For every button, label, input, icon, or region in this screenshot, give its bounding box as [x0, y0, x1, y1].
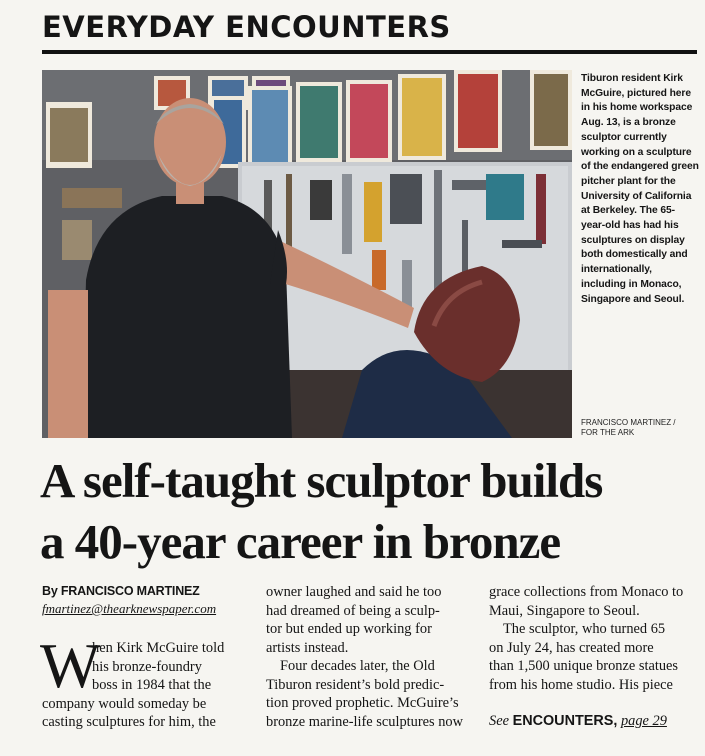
body-line: had dreamed of being a sculp- [266, 602, 440, 619]
photo-credit [581, 418, 699, 438]
body-line: grace collections from Monaco to [489, 584, 684, 600]
photo-credit-line: FOR THE ARK [581, 428, 635, 437]
body-line: The sculptor, who turned 65 [503, 621, 666, 637]
jump-see: See [489, 713, 509, 729]
article-column-2 [266, 583, 471, 731]
body-line: owner laughed and said he too [266, 584, 442, 600]
body-line: than 1,500 unique bronze statues [489, 658, 679, 674]
article-column-1 [42, 583, 242, 732]
headline-line: A self-taught sculptor builds [40, 453, 603, 508]
section-rule [42, 50, 697, 54]
article-column-3 [489, 583, 699, 731]
body-line: tion proved prophetic. McGuire’s [266, 695, 459, 711]
body-line: Maui, Singapore to Seoul. [489, 602, 640, 619]
body-line: artists instead. [266, 639, 349, 656]
continuation-jump [489, 712, 699, 731]
body-line: Tiburon resident’s bold predic- [266, 676, 445, 693]
body-line: from his home studio. His piece [489, 676, 673, 693]
photo-credit-line: FRANCISCO MARTINEZ / [581, 418, 676, 427]
byline-author: By FRANCISCO MARTINEZ [42, 584, 200, 598]
drop-cap: W [40, 630, 101, 701]
body-line: his bronze-foundry [92, 658, 202, 675]
feature-photo [42, 70, 572, 438]
body-line: company would someday be [42, 695, 207, 712]
body-line: on July 24, has created more [489, 639, 654, 656]
body-line: boss in 1984 that the [92, 677, 212, 693]
photo-illustration [42, 70, 572, 438]
body-line: tor but ended up working for [266, 621, 432, 637]
article-headline [40, 450, 705, 572]
jump-keyword: ENCOUNTERS, [512, 713, 618, 729]
lede-paragraph [40, 630, 242, 732]
headline-line: a 40-year career in bronze [40, 514, 561, 569]
photo-caption: Tiburon resident Kirk McGuire, pictured here in his home workspace Aug. 13, is a bronze sculptor currently working on a sculpture of the endangered green pitcher plant for the University of California at Berkeley. The 65-year-old has had his sculptures on display both domestically and internationally, including in Monaco, Singapore and Seoul. [581, 73, 699, 305]
jump-page-link[interactable]: page 29 [620, 713, 667, 729]
section-title: EVERYDAY ENCOUNTERS [42, 10, 451, 44]
byline-email-link[interactable]: fmartinez@thearknewspaper.com [42, 601, 217, 616]
body-line: hen Kirk McGuire told [92, 640, 225, 656]
body-line: Four decades later, the Old [280, 658, 435, 674]
body-line: bronze marine-life sculptures now [266, 713, 463, 730]
body-line: casting sculptures for him, the [42, 714, 216, 730]
